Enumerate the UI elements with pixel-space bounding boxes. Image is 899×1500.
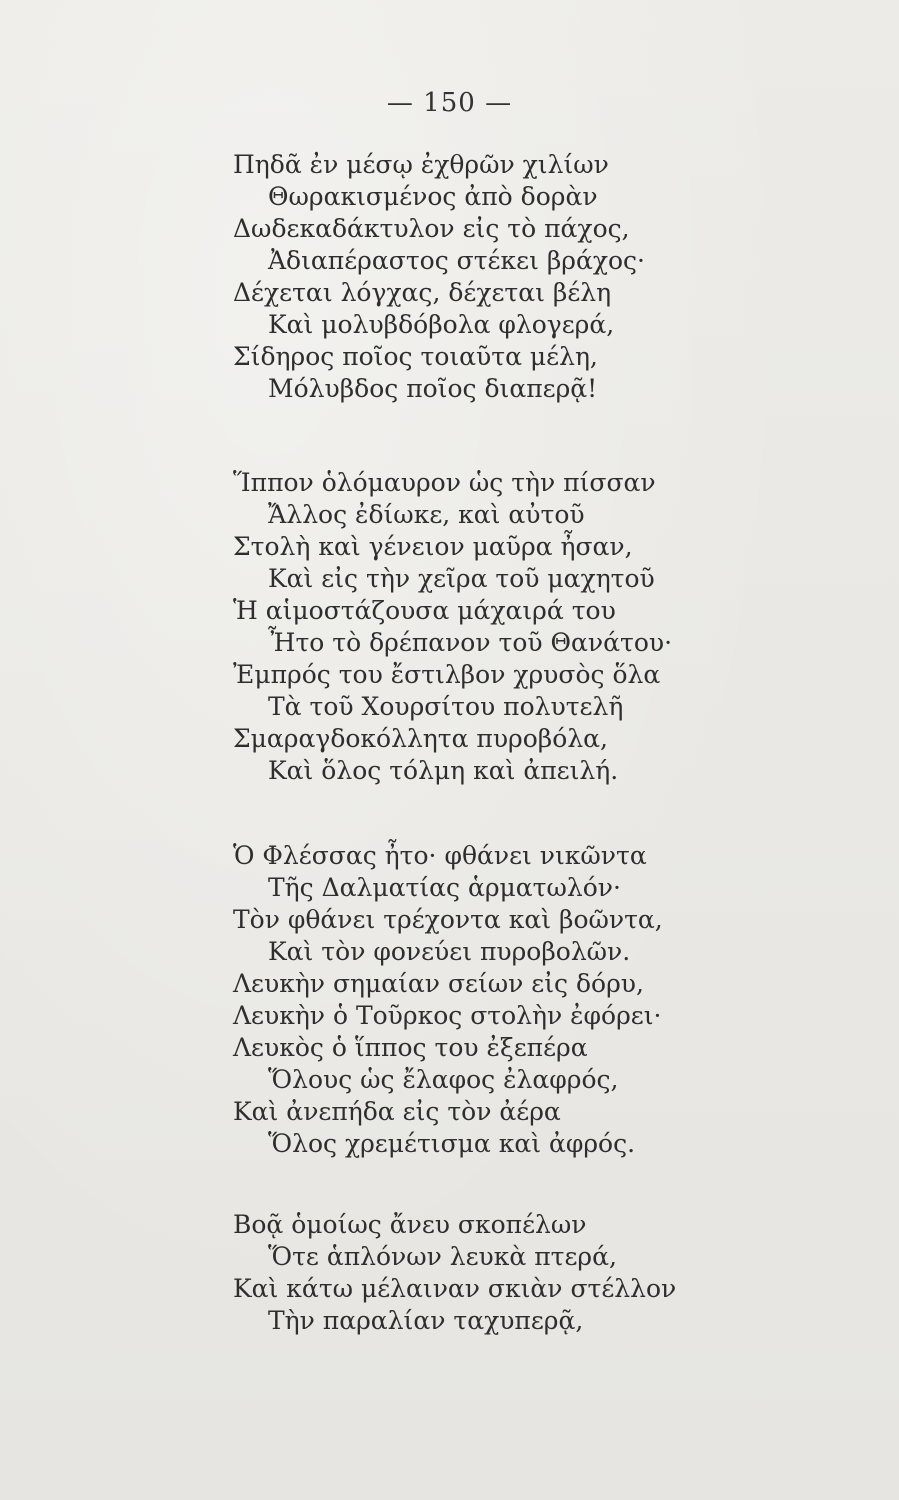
verse-line: Τὴν παραλίαν ταχυπερᾷ, [268, 1306, 584, 1335]
verse-line: Τὰ τοῦ Χουρσίτου πολυτελῆ [268, 692, 624, 721]
verse-line: Καὶ εἰς τὴν χεῖρα τοῦ μαχητοῦ [268, 564, 655, 593]
verse-line: Καὶ ἀνεπήδα εἰς τὸν ἀέρα [233, 1097, 561, 1126]
verse-line: Λευκὸς ὁ ἵππος του ἐξεπέρα [233, 1033, 588, 1062]
verse-line: Ἄλλος ἐδίωκε, καὶ αὐτοῦ [268, 500, 585, 529]
verse-line: Μόλυβδος ποῖος διαπερᾷ! [268, 374, 598, 403]
verse-line: Ἦτο τὸ δρέπανον τοῦ Θανάτου· [268, 628, 673, 657]
verse-line: Ὁ Φλέσσας ἦτο· φθάνει νικῶντα [233, 841, 647, 870]
verse-line: Θωρακισμένος ἀπὸ δορὰν [268, 182, 598, 211]
verse-line: Δωδεκαδάκτυλον εἰς τὸ πάχος, [233, 214, 630, 243]
verse-line: Ἀδιαπέραστος στέκει βράχος· [268, 246, 646, 275]
verse-line: Βοᾷ ὁμοίως ἄνευ σκοπέλων [233, 1210, 587, 1239]
verse-line: Ἵππον ὁλόμαυρον ὡς τὴν πίσσαν [233, 468, 656, 497]
verse-line: Καὶ μολυβδόβολα φλογερά, [268, 310, 615, 339]
verse-line: Στολὴ καὶ γένειον μαῦρα ἦσαν, [233, 532, 633, 561]
verse-line: Ὅλους ὡς ἔλαφος ἐλαφρός, [268, 1065, 619, 1094]
verse-line: Ὅτε ἁπλόνων λευκὰ πτερά, [268, 1242, 617, 1271]
verse-line: Καὶ κάτω μέλαιναν σκιὰν στέλλον [233, 1274, 677, 1303]
verse-line: Καὶ τὸν φονεύει πυροβολῶν. [268, 937, 631, 966]
verse-line: Δέχεται λόγχας, δέχεται βέλη [233, 278, 612, 307]
verse-line: Τῆς Δαλματίας ἁρματωλόν· [268, 873, 621, 902]
verse-line: Λευκὴν σημαίαν σείων εἰς δόρυ, [233, 969, 644, 998]
verse-line: Σμαραγδοκόλλητα πυροβόλα, [233, 724, 608, 753]
verse-line: Ὅλος χρεμέτισμα καὶ ἀφρός. [268, 1129, 636, 1158]
verse-line: Καὶ ὅλος τόλμη καὶ ἀπειλή. [268, 756, 619, 785]
verse-line: Ἐμπρός του ἔστιλβον χρυσὸς ὅλα [233, 660, 661, 689]
verse-line: Σίδηρος ποῖος τοιαῦτα μέλη, [233, 342, 598, 371]
verse-line: Ἡ αἱμοστάζουσα μάχαιρά του [233, 596, 616, 625]
verse-line: Πηδᾶ ἐν μέσῳ ἐχθρῶν χιλίων [233, 150, 609, 179]
verse-line: Τὸν φθάνει τρέχοντα καὶ βοῶντα, [233, 905, 663, 934]
page-number: — 150 — [386, 88, 513, 118]
verse-line: Λευκὴν ὁ Τοῦρκος στολὴν ἐφόρει· [233, 1001, 662, 1030]
